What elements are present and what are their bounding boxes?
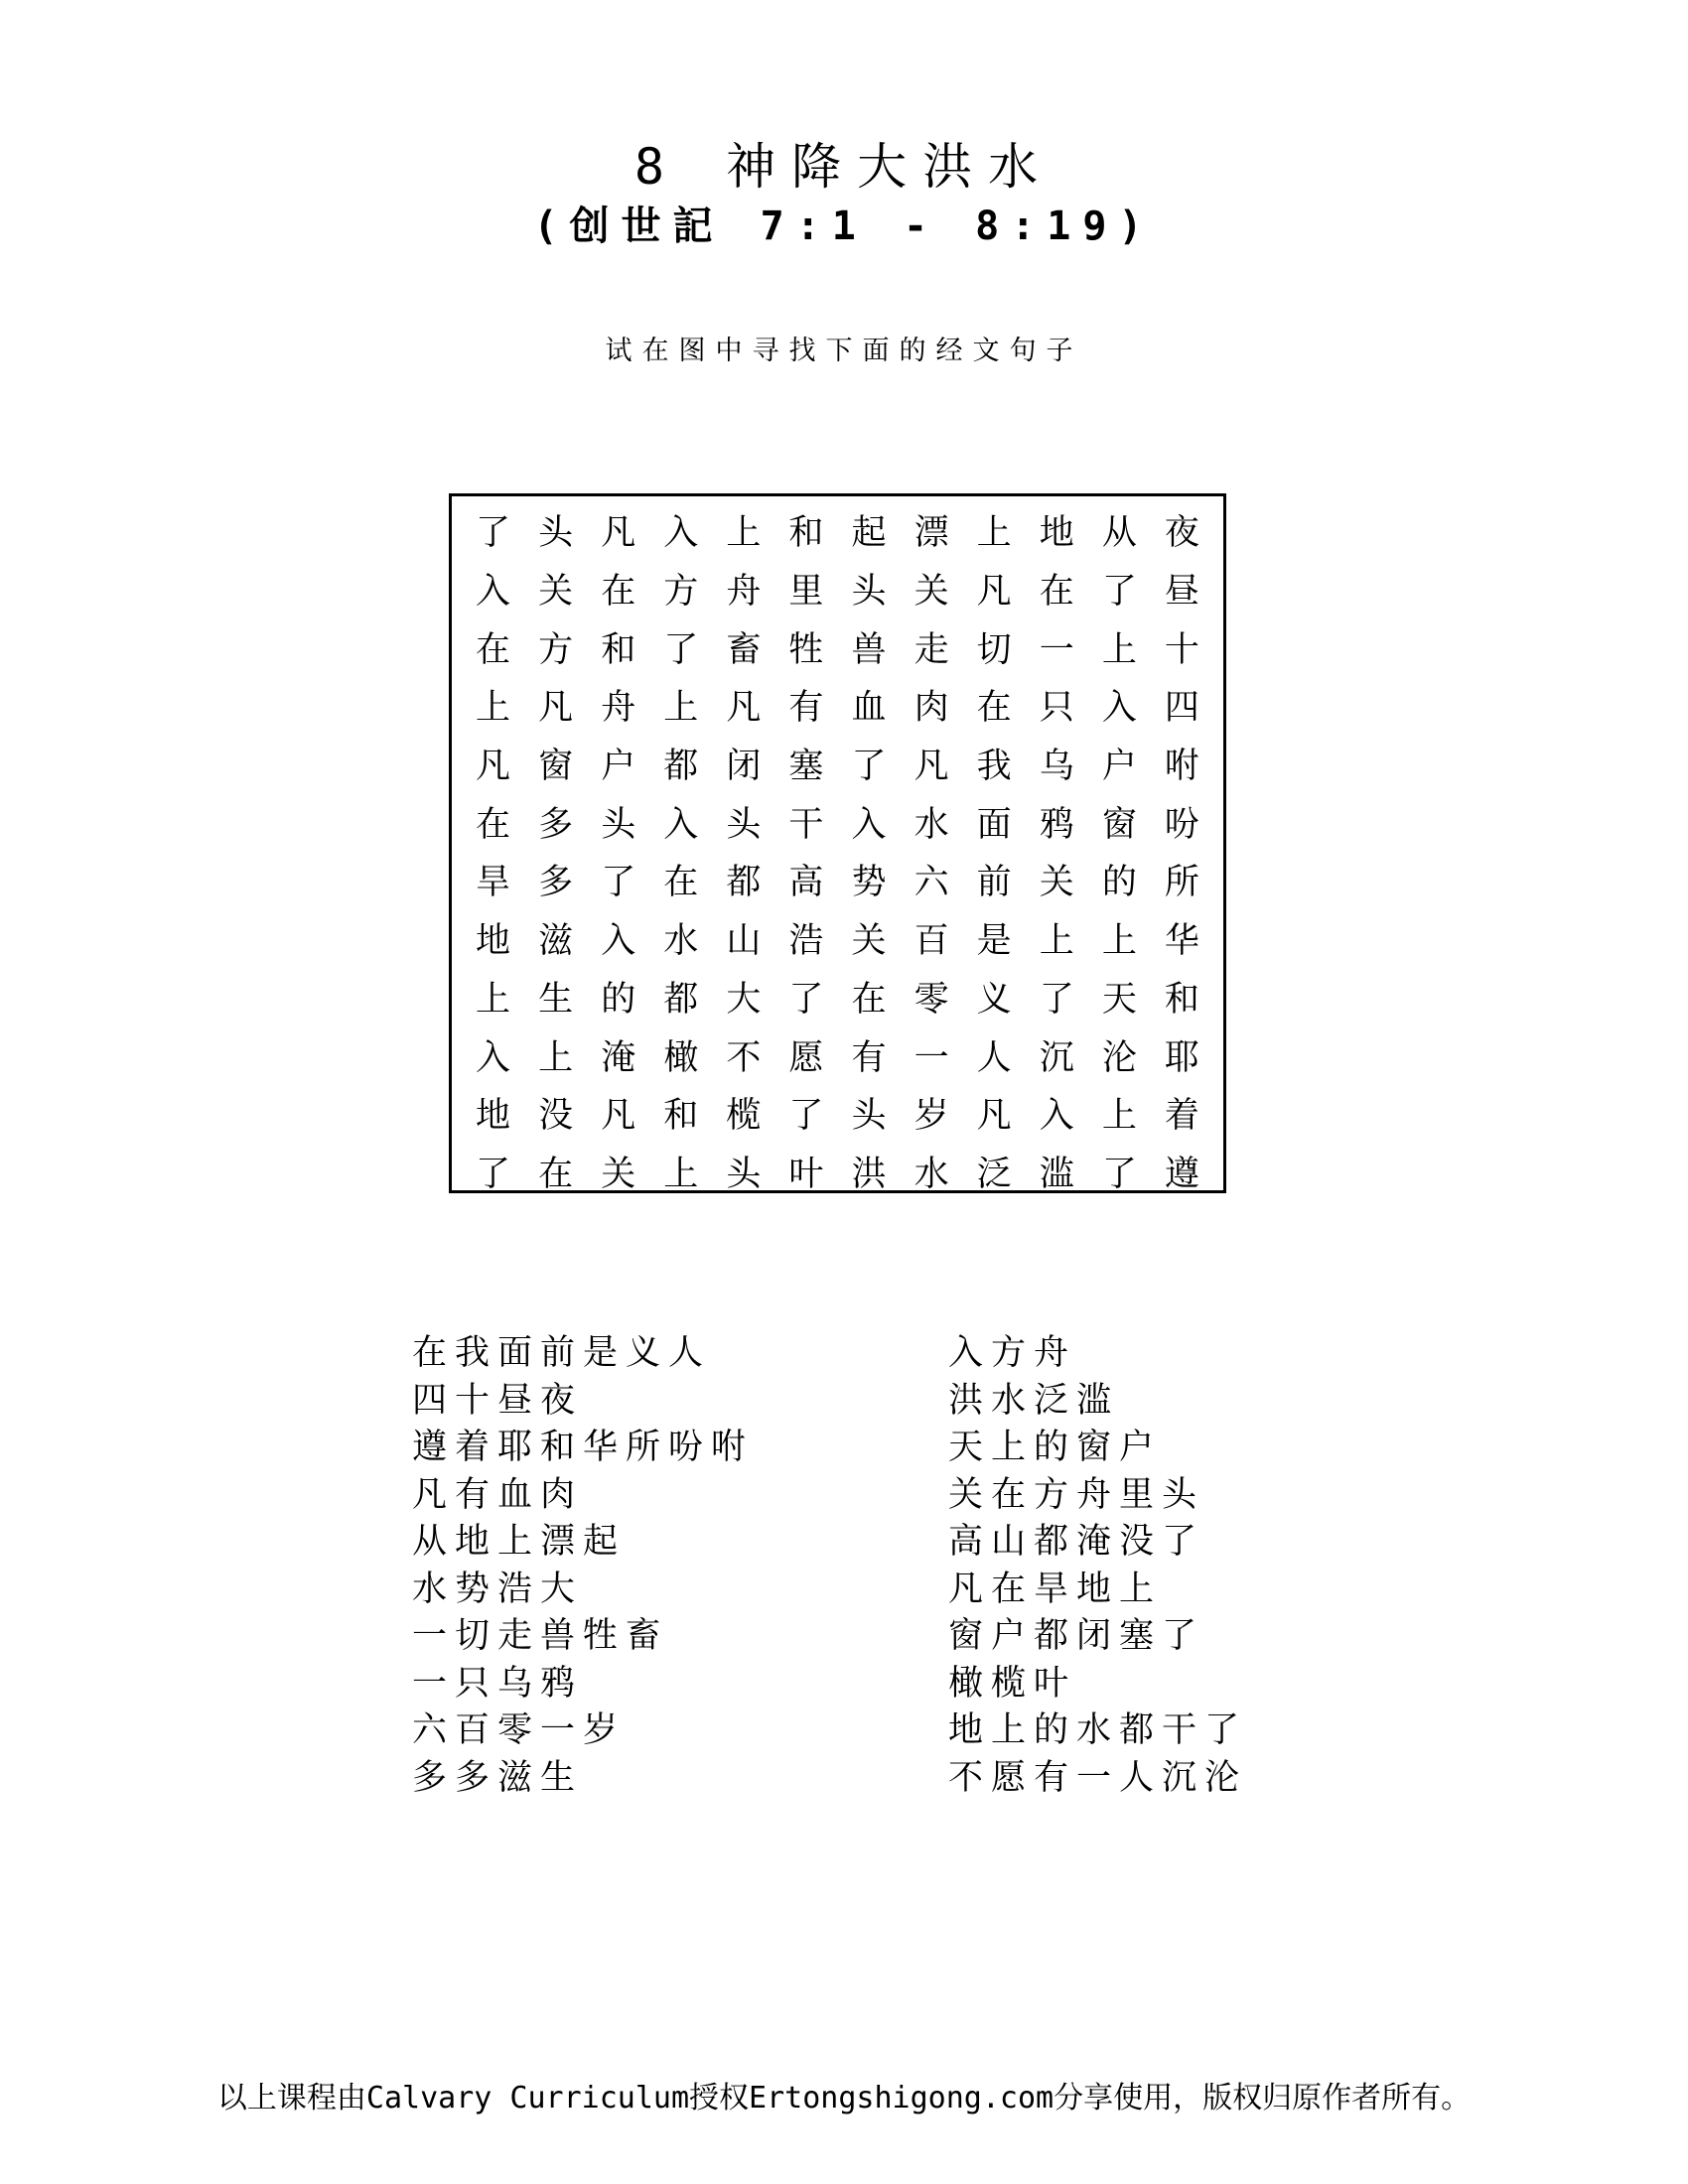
grid-cell: 凡 — [976, 572, 1012, 613]
grid-cell: 凡 — [726, 688, 762, 729]
word-list-item: 凡在旱地上 — [948, 1569, 1163, 1609]
grid-cell: 入 — [1039, 1096, 1074, 1137]
grid-cell: 在 — [476, 804, 511, 845]
grid-cell: 水 — [663, 921, 699, 962]
grid-cell: 夜 — [1164, 513, 1199, 554]
grid-cell: 上 — [1101, 629, 1137, 670]
grid-cell: 关 — [851, 921, 887, 962]
grid-cell: 漂 — [914, 513, 949, 554]
word-list-item: 入方舟 — [948, 1333, 1077, 1373]
grid-cell: 都 — [663, 979, 699, 1020]
grid-cell: 凡 — [476, 747, 511, 787]
grid-cell: 了 — [1039, 979, 1074, 1020]
grid-cell: 十 — [1164, 629, 1199, 670]
word-list-item: 四十昼夜 — [412, 1380, 584, 1421]
grid-cell: 水 — [914, 1154, 949, 1194]
grid-cell: 入 — [476, 1037, 511, 1078]
word-list-item: 六百零一岁 — [412, 1710, 627, 1750]
word-list-item: 在我面前是义人 — [412, 1333, 712, 1373]
grid-cell: 牲 — [788, 629, 824, 670]
word-list-item: 地上的水都干了 — [948, 1710, 1248, 1750]
grid-cell: 前 — [976, 863, 1012, 903]
grid-cell: 头 — [538, 513, 574, 554]
grid-cell: 凡 — [914, 747, 949, 787]
grid-cell: 入 — [851, 804, 887, 845]
grid-cell: 兽 — [851, 629, 887, 670]
grid-cell: 了 — [601, 863, 636, 903]
grid-cell: 里 — [788, 572, 824, 613]
grid-cell: 了 — [476, 513, 511, 554]
grid-cell: 的 — [601, 979, 636, 1020]
grid-cell: 上 — [976, 513, 1012, 554]
grid-cell: 滥 — [1039, 1154, 1074, 1194]
grid-cell: 从 — [1101, 513, 1137, 554]
grid-cell: 咐 — [1164, 747, 1199, 787]
grid-cell: 入 — [1101, 688, 1137, 729]
grid-row — [462, 912, 1213, 971]
grid-cell: 关 — [914, 572, 949, 613]
grid-cell: 走 — [914, 629, 949, 670]
grid-cell: 血 — [851, 688, 887, 729]
grid-cell: 地 — [476, 1096, 511, 1137]
grid-cell: 凡 — [538, 688, 574, 729]
grid-cell: 的 — [1101, 863, 1137, 903]
word-list-item: 遵着耶和华所吩咐 — [412, 1428, 755, 1467]
grid-cell: 天 — [1101, 979, 1137, 1020]
grid-cell: 多 — [538, 863, 574, 903]
grid-cell: 切 — [976, 629, 1012, 670]
grid-cell: 乌 — [1039, 747, 1074, 787]
grid-cell: 生 — [538, 979, 574, 1020]
grid-cell: 山 — [726, 921, 762, 962]
word-list-item: 天上的窗户 — [948, 1428, 1163, 1467]
page-title: 8 神降大洪水 — [633, 138, 1055, 196]
grid-row — [462, 795, 1213, 854]
grid-cell: 都 — [726, 863, 762, 903]
grid-cell: 了 — [476, 1154, 511, 1194]
grid-cell: 畜 — [726, 629, 762, 670]
grid-cell: 愿 — [788, 1037, 824, 1078]
word-list-item: 窗户都闭塞了 — [948, 1616, 1205, 1656]
grid-cell: 人 — [976, 1037, 1012, 1078]
grid-cell: 入 — [476, 572, 511, 613]
grid-row — [462, 679, 1213, 738]
grid-cell: 窗 — [538, 747, 574, 787]
grid-row — [462, 504, 1213, 563]
grid-cell: 头 — [726, 1154, 762, 1194]
grid-cell: 地 — [1039, 513, 1074, 554]
grid-cell: 只 — [1039, 688, 1074, 729]
grid-cell: 和 — [1164, 979, 1199, 1020]
grid-cell: 上 — [476, 979, 511, 1020]
grid-cell: 窗 — [1101, 804, 1137, 845]
grid-cell: 关 — [601, 1154, 636, 1194]
grid-cell: 一 — [914, 1037, 949, 1078]
grid-cell: 入 — [601, 921, 636, 962]
grid-cell: 上 — [1101, 921, 1137, 962]
grid-cell: 和 — [601, 629, 636, 670]
grid-cell: 凡 — [976, 1096, 1012, 1137]
grid-cell: 头 — [851, 572, 887, 613]
grid-cell: 户 — [601, 747, 636, 787]
grid-cell: 淹 — [601, 1037, 636, 1078]
word-list-item: 一只乌鸦 — [412, 1663, 584, 1704]
grid-cell: 滋 — [538, 921, 574, 962]
grid-cell: 高 — [788, 863, 824, 903]
grid-cell: 浩 — [788, 921, 824, 962]
grid-row — [462, 1087, 1213, 1146]
grid-cell: 水 — [914, 804, 949, 845]
grid-cell: 舟 — [726, 572, 762, 613]
grid-cell: 户 — [1101, 747, 1137, 787]
grid-cell: 在 — [1039, 572, 1074, 613]
grid-cell: 方 — [538, 629, 574, 670]
grid-cell: 和 — [788, 513, 824, 554]
grid-cell: 零 — [914, 979, 949, 1020]
word-list-item: 橄榄叶 — [948, 1663, 1077, 1704]
grid-cell: 头 — [601, 804, 636, 845]
word-list-item: 凡有血肉 — [412, 1474, 584, 1515]
grid-cell: 不 — [726, 1037, 762, 1078]
grid-cell: 榄 — [726, 1096, 762, 1137]
instruction-text: 试在图中寻找下面的经文句子 — [605, 336, 1083, 366]
grid-cell: 入 — [663, 804, 699, 845]
word-list-item: 关在方舟里头 — [948, 1474, 1205, 1515]
grid-cell: 昼 — [1164, 572, 1199, 613]
word-list-item: 从地上漂起 — [412, 1522, 627, 1562]
grid-cell: 在 — [476, 629, 511, 670]
grid-cell: 在 — [976, 688, 1012, 729]
grid-cell: 在 — [663, 863, 699, 903]
grid-cell: 都 — [663, 747, 699, 787]
grid-cell: 泛 — [976, 1154, 1012, 1194]
grid-cell: 了 — [1101, 572, 1137, 613]
grid-cell: 在 — [601, 572, 636, 613]
grid-cell: 舟 — [601, 688, 636, 729]
grid-cell: 上 — [663, 1154, 699, 1194]
grid-cell: 上 — [1101, 1096, 1137, 1137]
copyright-footer: 以上课程由Calvary Curriculum授权Ertongshigong.com分享使用，版权归原作者所有。 — [216, 2081, 1472, 2116]
grid-cell: 上 — [476, 688, 511, 729]
grid-cell: 华 — [1164, 921, 1199, 962]
grid-cell: 上 — [726, 513, 762, 554]
word-list-left — [412, 1330, 754, 1802]
grid-cell: 了 — [1101, 1154, 1137, 1194]
grid-cell: 了 — [851, 747, 887, 787]
scripture-reference: (创世記 7:1 - 8:19) — [533, 204, 1155, 249]
grid-cell: 鸦 — [1039, 804, 1074, 845]
grid-cell: 入 — [663, 513, 699, 554]
grid-cell: 势 — [851, 863, 887, 903]
grid-cell: 是 — [976, 921, 1012, 962]
grid-cell: 上 — [538, 1037, 574, 1078]
grid-cell: 地 — [476, 921, 511, 962]
grid-cell: 岁 — [914, 1096, 949, 1137]
word-list-item: 水势浩大 — [412, 1569, 584, 1609]
grid-cell: 和 — [663, 1096, 699, 1137]
grid-cell: 闭 — [726, 747, 762, 787]
grid-cell: 有 — [851, 1037, 887, 1078]
grid-cell: 耶 — [1164, 1037, 1199, 1078]
word-list-right — [948, 1330, 1247, 1802]
grid-cell: 上 — [663, 688, 699, 729]
grid-row — [462, 971, 1213, 1029]
grid-cell: 旱 — [476, 863, 511, 903]
grid-cell: 肉 — [914, 688, 949, 729]
grid-cell: 凡 — [601, 1096, 636, 1137]
word-list-item: 不愿有一人沉沦 — [948, 1757, 1248, 1798]
grid-row — [462, 620, 1213, 679]
grid-cell: 干 — [788, 804, 824, 845]
grid-cell: 在 — [851, 979, 887, 1020]
grid-row — [462, 854, 1213, 912]
grid-cell: 了 — [788, 1096, 824, 1137]
grid-cell: 六 — [914, 863, 949, 903]
grid-cell: 上 — [1039, 921, 1074, 962]
grid-cell: 所 — [1164, 863, 1199, 903]
grid-row — [462, 1146, 1213, 1204]
grid-cell: 吩 — [1164, 804, 1199, 845]
grid-cell: 四 — [1164, 688, 1199, 729]
grid-cell: 沉 — [1039, 1037, 1074, 1078]
grid-cell: 方 — [663, 572, 699, 613]
grid-cell: 塞 — [788, 747, 824, 787]
grid-cell: 有 — [788, 688, 824, 729]
grid-cell: 百 — [914, 921, 949, 962]
word-list-item: 一切走兽牲畜 — [412, 1616, 669, 1656]
word-list-item: 洪水泛滥 — [948, 1380, 1120, 1421]
word-list-item: 高山都淹没了 — [948, 1522, 1205, 1562]
word-list-item: 多多滋生 — [412, 1757, 584, 1798]
grid-cell: 着 — [1164, 1096, 1199, 1137]
grid-cell: 在 — [538, 1154, 574, 1194]
grid-cell: 沦 — [1101, 1037, 1137, 1078]
grid-cell: 大 — [726, 979, 762, 1020]
grid-cell: 了 — [663, 629, 699, 670]
grid-cell: 遵 — [1164, 1154, 1199, 1194]
grid-cell: 了 — [788, 979, 824, 1020]
grid-cell: 橄 — [663, 1037, 699, 1078]
grid-row — [462, 1028, 1213, 1087]
grid-cell: 起 — [851, 513, 887, 554]
word-search-grid — [449, 493, 1226, 1193]
grid-cell: 义 — [976, 979, 1012, 1020]
grid-cell: 头 — [726, 804, 762, 845]
grid-cell: 凡 — [601, 513, 636, 554]
grid-cell: 洪 — [851, 1154, 887, 1194]
grid-cell: 我 — [976, 747, 1012, 787]
grid-cell: 关 — [538, 572, 574, 613]
grid-cell: 一 — [1039, 629, 1074, 670]
grid-row — [462, 738, 1213, 796]
grid-cell: 面 — [976, 804, 1012, 845]
grid-cell: 头 — [851, 1096, 887, 1137]
grid-cell: 多 — [538, 804, 574, 845]
grid-cell: 叶 — [788, 1154, 824, 1194]
grid-row — [462, 563, 1213, 621]
grid-cell: 没 — [538, 1096, 574, 1137]
grid-cell: 关 — [1039, 863, 1074, 903]
